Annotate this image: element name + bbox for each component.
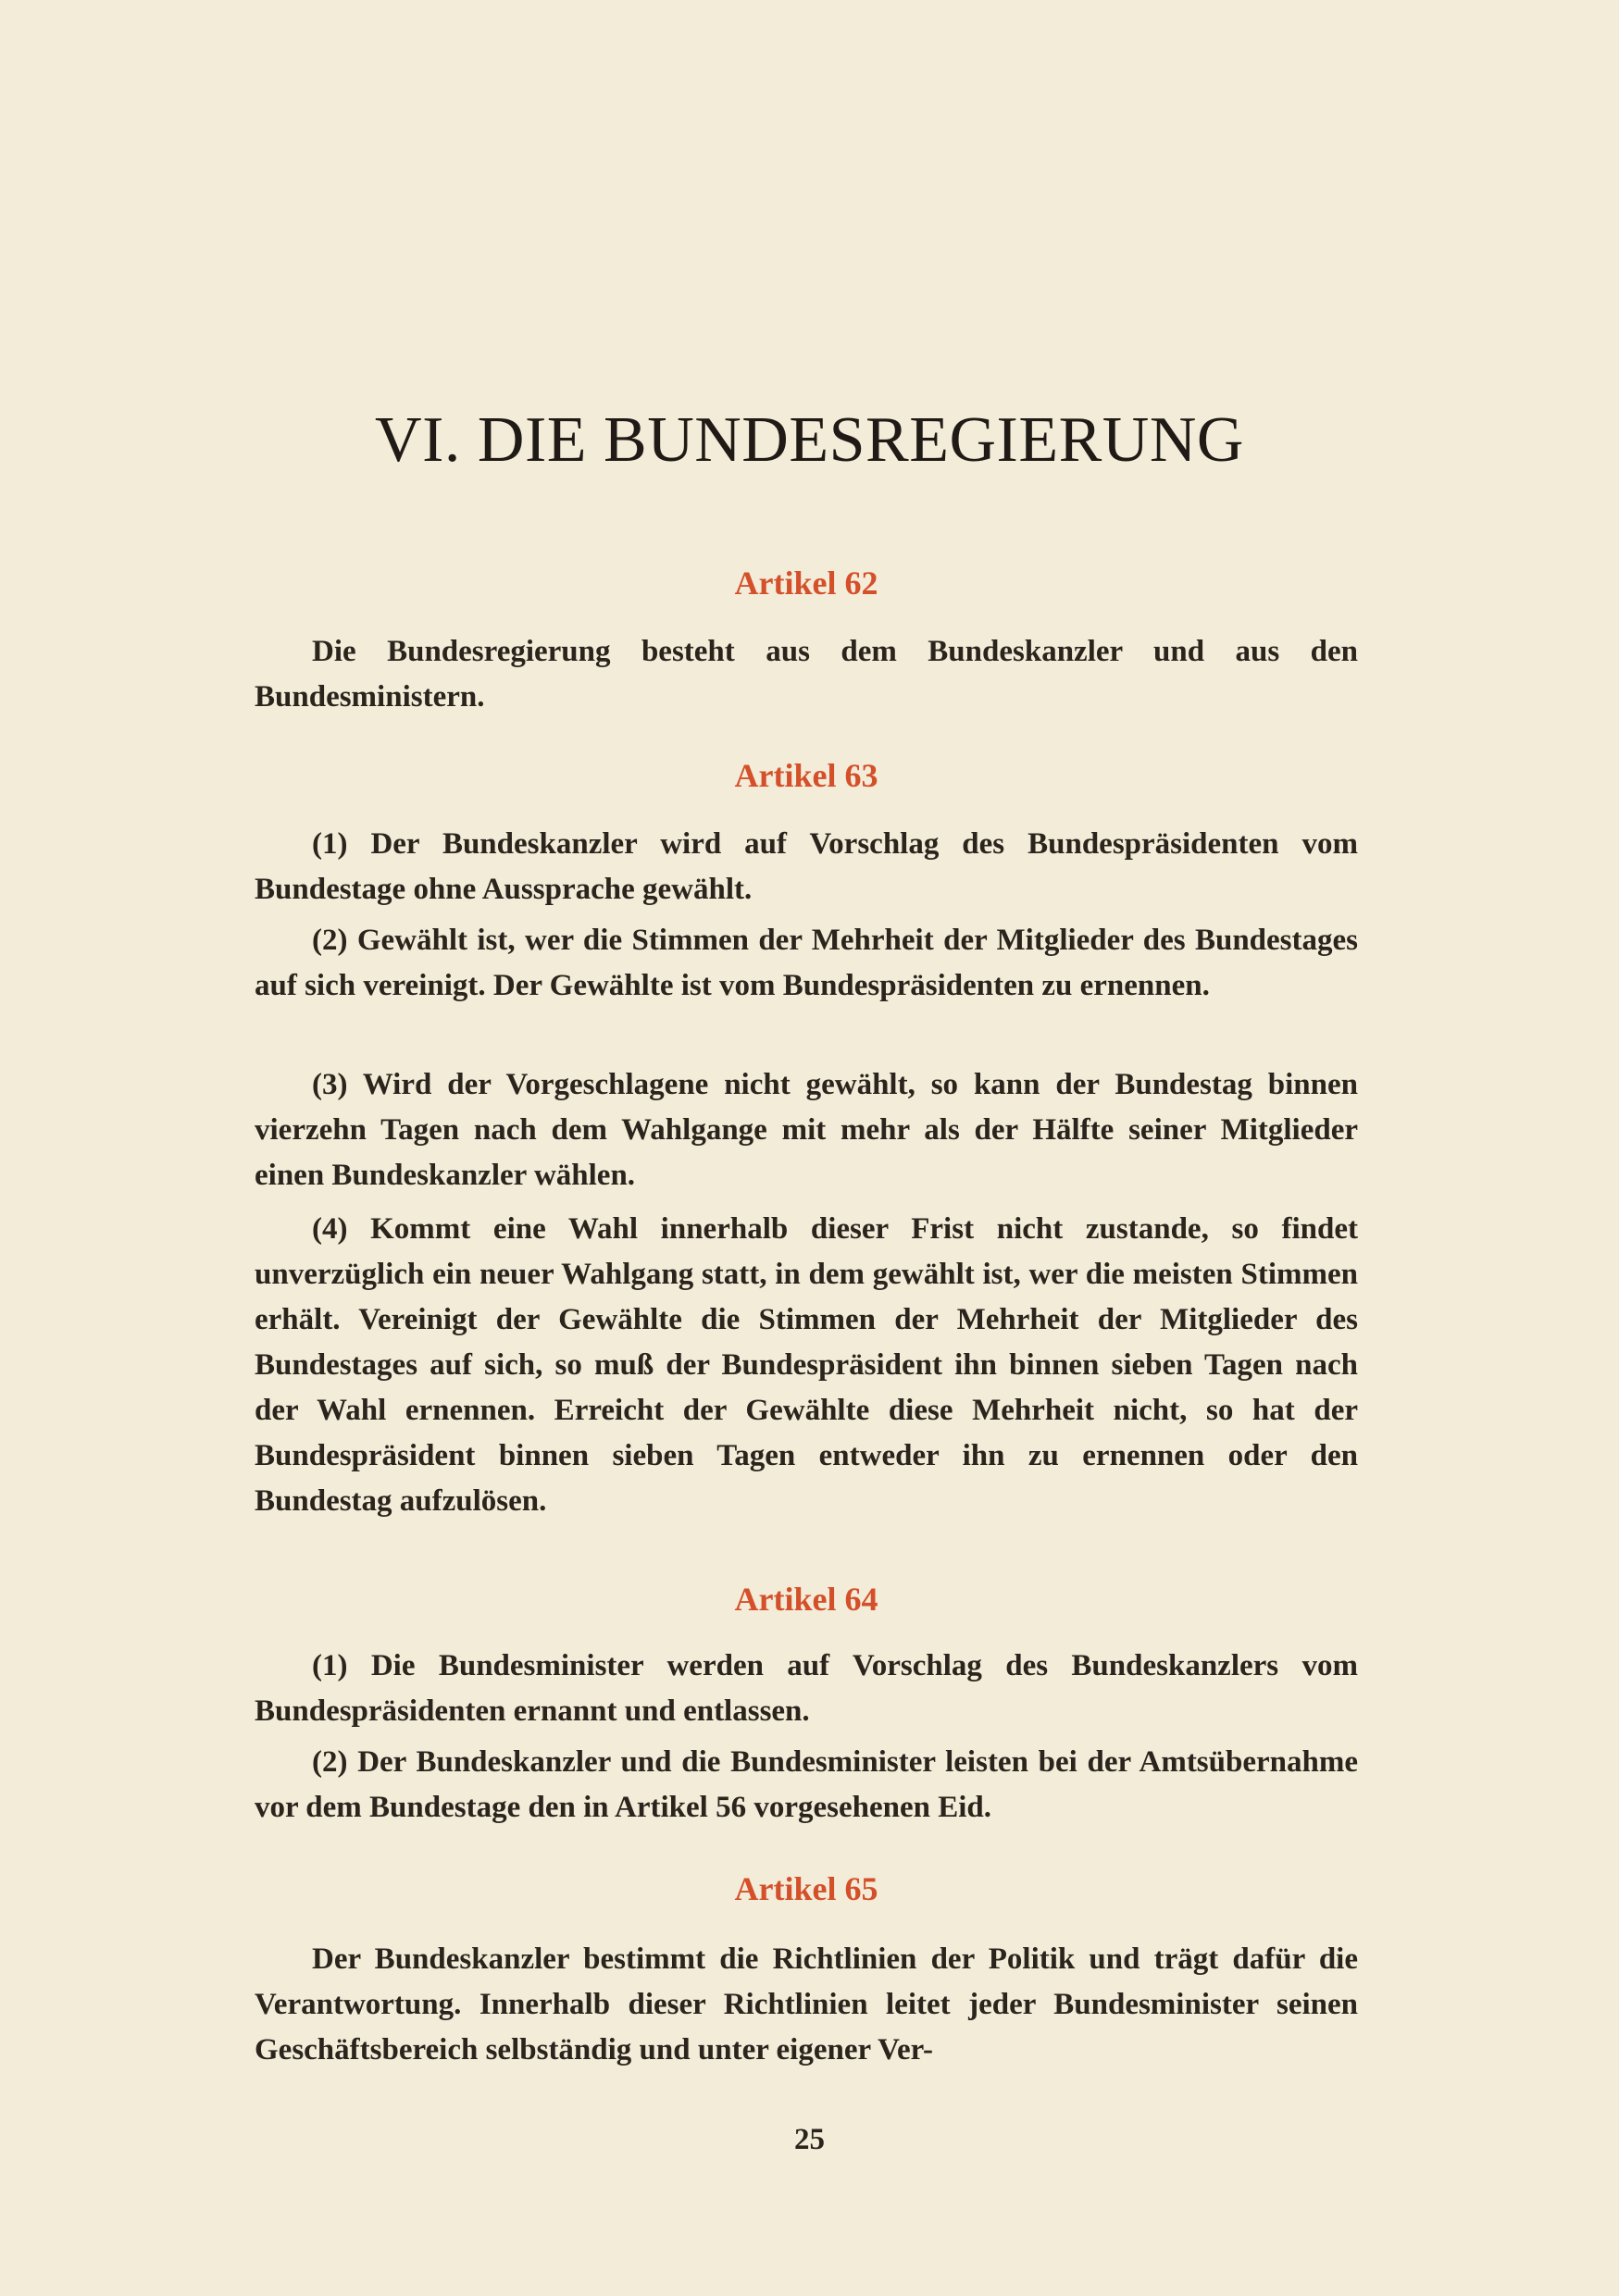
article-paragraph: (1) Der Bundeskanzler wird auf Vorschlag des Bundespräsidenten vom Bundestage ohne Aussprache gewählt. bbox=[255, 827, 1358, 906]
article-heading: Artikel 62 bbox=[734, 565, 878, 602]
page-number: 25 bbox=[794, 2123, 825, 2156]
article-paragraph: (3) Wird der Vorgeschlagene nicht gewählt, so kann der Bundestag binnen vierzehn Tagen nach dem Wahlgange mit mehr als der Hälfte seiner Mitglieder einen Bundeskanzler wählen. bbox=[255, 1068, 1358, 1192]
article-paragraph: (1) Die Bundesminister werden auf Vorschlag des Bundeskanzlers vom Bundespräsidenten ernannt und entlassen. bbox=[255, 1649, 1358, 1728]
chapter-title: VI. DIE BUNDESREGIERUNG bbox=[375, 404, 1244, 476]
article-heading: Artikel 63 bbox=[734, 757, 878, 794]
article-paragraph: Die Bundesregierung besteht aus dem Bundeskanzler und aus den Bundesministern. bbox=[255, 635, 1358, 714]
article-paragraph: Der Bundeskanzler bestimmt die Richtlinien der Politik und trägt dafür die Verantwortung. Innerhalb dieser Richtlinien leitet jeder Bundesminister seinen Geschäftsbereich selbständig und unter eigener Ver- bbox=[255, 1942, 1358, 2066]
article-heading: Artikel 64 bbox=[734, 1581, 878, 1618]
article-heading: Artikel 65 bbox=[734, 1870, 878, 1907]
article-paragraph: (2) Der Bundeskanzler und die Bundesminister leisten bei der Amtsübernahme vor dem Bundestage den in Artikel 56 vorgesehenen Eid. bbox=[255, 1745, 1358, 1824]
article-paragraph: (4) Kommt eine Wahl innerhalb dieser Frist nicht zustande, so findet unverzüglich ein neuer Wahlgang statt, in dem gewählt ist, wer die meisten Stimmen erhält. Vereinigt der Gewählte die Stimmen der Mehrheit der Mitglieder des Bundestages auf sich, so muß der Bundespräsident ihn binnen sieben Tagen nach der Wahl ernennen. Erreicht der Gewählte diese Mehrheit nicht, so hat der Bundespräsident binnen sieben Tagen entweder ihn zu ernennen oder den Bundestag aufzulösen. bbox=[255, 1212, 1358, 1518]
article-paragraph: (2) Gewählt ist, wer die Stimmen der Mehrheit der Mitglieder des Bundestages auf sich vereinigt. Der Gewählte ist vom Bundespräsidenten zu ernennen. bbox=[255, 924, 1358, 1002]
